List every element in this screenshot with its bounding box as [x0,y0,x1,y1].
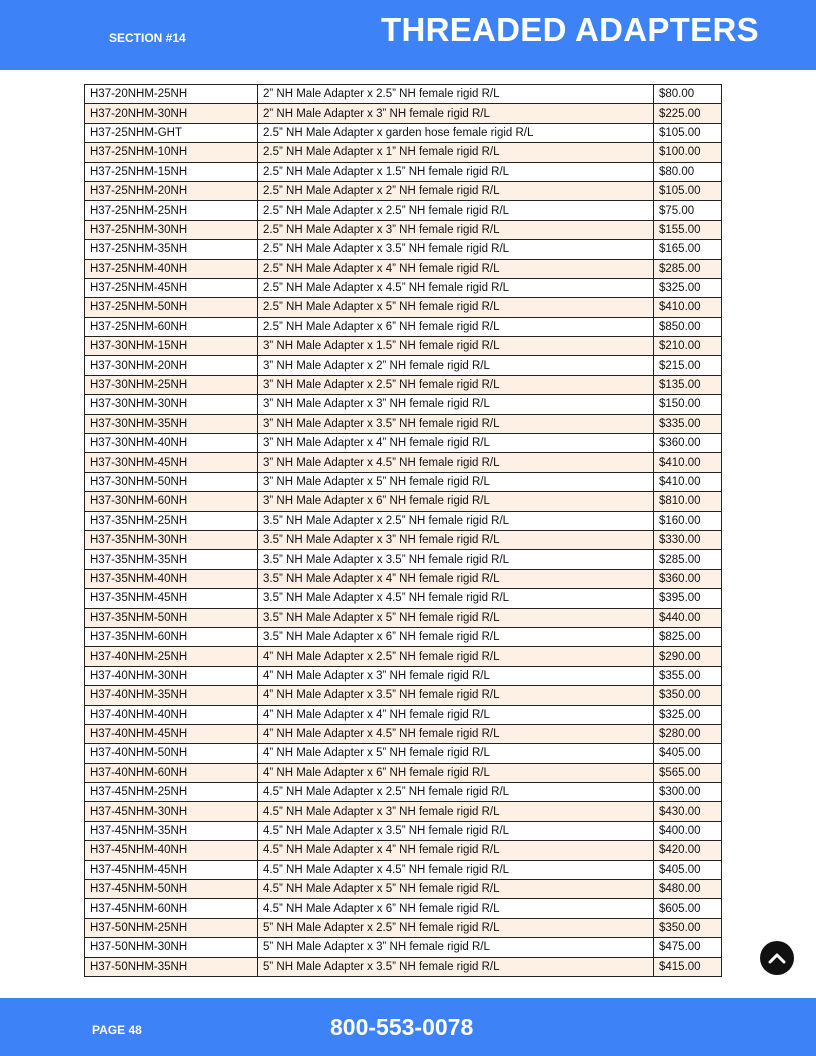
table-row [85,414,722,433]
description-cell: 4” NH Male Adapter x 4” NH female rigid R/L [258,705,654,724]
description-cell: 2.5” NH Male Adapter x 4” NH female rigid R/L [258,259,654,278]
description-cell: 2.5” NH Male Adapter x 3” NH female rigid R/L [258,220,654,239]
price-cell: $565.00 [654,763,722,782]
description-cell: 2.5” NH Male Adapter x 3.5” NH female rigid R/L [258,240,654,259]
price-cell: $105.00 [654,181,722,200]
part-number-cell: H37-45NHM-60NH [85,899,258,918]
table-row [85,259,722,278]
price-cell: $605.00 [654,899,722,918]
description-cell: 2.5” NH Male Adapter x 4.5” NH female rigid R/L [258,278,654,297]
price-cell: $135.00 [654,375,722,394]
description-cell: 3” NH Male Adapter x 2.5” NH female rigid R/L [258,375,654,394]
description-cell: 4” NH Male Adapter x 3” NH female rigid R/L [258,666,654,685]
price-cell: $325.00 [654,278,722,297]
table-row [85,550,722,569]
part-number-cell: H37-40NHM-50NH [85,744,258,763]
part-number-cell: H37-35NHM-30NH [85,530,258,549]
description-cell: 4.5” NH Male Adapter x 4.5” NH female rigid R/L [258,860,654,879]
price-cell: $350.00 [654,686,722,705]
part-number-cell: H37-25NHM-10NH [85,143,258,162]
table-row [85,317,722,336]
price-cell: $285.00 [654,550,722,569]
description-cell: 3” NH Male Adapter x 6” NH female rigid R/L [258,492,654,511]
table-row [85,666,722,685]
description-cell: 3” NH Male Adapter x 1.5” NH female rigid R/L [258,337,654,356]
table-row [85,240,722,259]
description-cell: 2.5” NH Male Adapter x 2.5” NH female rigid R/L [258,201,654,220]
description-cell: 3” NH Male Adapter x 5” NH female rigid R/L [258,472,654,491]
part-number-cell: H37-50NHM-25NH [85,918,258,937]
price-table-body [85,85,722,977]
part-number-cell: H37-35NHM-45NH [85,589,258,608]
table-row [85,608,722,627]
description-cell: 3.5” NH Male Adapter x 5” NH female rigid R/L [258,608,654,627]
price-cell: $300.00 [654,783,722,802]
table-row [85,763,722,782]
part-number-cell: H37-25NHM-20NH [85,181,258,200]
price-cell: $325.00 [654,705,722,724]
table-row [85,104,722,123]
table-row [85,821,722,840]
part-number-cell: H37-40NHM-40NH [85,705,258,724]
table-row [85,783,722,802]
price-cell: $355.00 [654,666,722,685]
description-cell: 3” NH Male Adapter x 3” NH female rigid R/L [258,395,654,414]
table-row [85,530,722,549]
table-row [85,356,722,375]
part-number-cell: H37-30NHM-30NH [85,395,258,414]
description-cell: 5” NH Male Adapter x 3” NH female rigid R/L [258,938,654,957]
table-row [85,375,722,394]
description-cell: 4” NH Male Adapter x 4.5” NH female rigid R/L [258,724,654,743]
price-cell: $360.00 [654,569,722,588]
part-number-cell: H37-30NHM-35NH [85,414,258,433]
page-title: THREADED ADAPTERS [381,11,759,48]
description-cell: 3.5” NH Male Adapter x 3.5” NH female rigid R/L [258,550,654,569]
part-number-cell: H37-30NHM-45NH [85,453,258,472]
description-cell: 4.5” NH Male Adapter x 3.5” NH female rigid R/L [258,821,654,840]
part-number-cell: H37-40NHM-45NH [85,724,258,743]
price-table [84,84,722,977]
description-cell: 3” NH Male Adapter x 4.5” NH female rigid R/L [258,453,654,472]
part-number-cell: H37-30NHM-25NH [85,375,258,394]
price-cell: $405.00 [654,860,722,879]
table-row [85,569,722,588]
description-cell: 4.5” NH Male Adapter x 3” NH female rigid R/L [258,802,654,821]
table-row [85,143,722,162]
description-cell: 3.5” NH Male Adapter x 4” NH female rigid R/L [258,569,654,588]
price-cell: $165.00 [654,240,722,259]
price-cell: $420.00 [654,841,722,860]
price-cell: $440.00 [654,608,722,627]
page-footer [0,998,816,1056]
price-cell: $75.00 [654,201,722,220]
part-number-cell: H37-40NHM-60NH [85,763,258,782]
part-number-cell: H37-20NHM-30NH [85,104,258,123]
price-cell: $395.00 [654,589,722,608]
section-label: SECTION #14 [109,31,186,45]
price-cell: $225.00 [654,104,722,123]
part-number-cell: H37-30NHM-20NH [85,356,258,375]
price-cell: $280.00 [654,724,722,743]
part-number-cell: H37-30NHM-50NH [85,472,258,491]
description-cell: 2.5” NH Male Adapter x 6” NH female rigid R/L [258,317,654,336]
table-row [85,589,722,608]
table-row [85,181,722,200]
price-cell: $825.00 [654,627,722,646]
price-cell: $80.00 [654,85,722,104]
part-number-cell: H37-40NHM-30NH [85,666,258,685]
price-cell: $335.00 [654,414,722,433]
table-row [85,395,722,414]
part-number-cell: H37-45NHM-50NH [85,880,258,899]
price-cell: $430.00 [654,802,722,821]
table-row [85,201,722,220]
part-number-cell: H37-35NHM-60NH [85,627,258,646]
part-number-cell: H37-35NHM-40NH [85,569,258,588]
table-row [85,278,722,297]
price-cell: $475.00 [654,938,722,957]
part-number-cell: H37-45NHM-35NH [85,821,258,840]
price-cell: $850.00 [654,317,722,336]
price-cell: $405.00 [654,744,722,763]
description-cell: 4.5” NH Male Adapter x 6” NH female rigid R/L [258,899,654,918]
part-number-cell: H37-25NHM-30NH [85,220,258,239]
part-number-cell: H37-25NHM-40NH [85,259,258,278]
part-number-cell: H37-30NHM-15NH [85,337,258,356]
part-number-cell: H37-50NHM-35NH [85,957,258,976]
table-row [85,627,722,646]
page-header [0,0,816,70]
price-cell: $210.00 [654,337,722,356]
table-row [85,647,722,666]
price-cell: $415.00 [654,957,722,976]
description-cell: 2.5” NH Male Adapter x garden hose female rigid R/L [258,123,654,142]
price-cell: $410.00 [654,453,722,472]
price-cell: $290.00 [654,647,722,666]
table-row [85,434,722,453]
price-cell: $215.00 [654,356,722,375]
part-number-cell: H37-45NHM-40NH [85,841,258,860]
description-cell: 4.5” NH Male Adapter x 2.5” NH female rigid R/L [258,783,654,802]
table-row [85,802,722,821]
table-row [85,85,722,104]
table-row [85,938,722,957]
table-row [85,957,722,976]
description-cell: 3.5” NH Male Adapter x 2.5” NH female rigid R/L [258,511,654,530]
part-number-cell: H37-25NHM-60NH [85,317,258,336]
part-number-cell: H37-30NHM-60NH [85,492,258,511]
price-cell: $100.00 [654,143,722,162]
part-number-cell: H37-45NHM-45NH [85,860,258,879]
description-cell: 4” NH Male Adapter x 3.5” NH female rigid R/L [258,686,654,705]
table-row [85,492,722,511]
price-cell: $410.00 [654,298,722,317]
description-cell: 2.5” NH Male Adapter x 5” NH female rigid R/L [258,298,654,317]
table-row [85,453,722,472]
price-cell: $105.00 [654,123,722,142]
description-cell: 2.5” NH Male Adapter x 1.5” NH female rigid R/L [258,162,654,181]
table-row [85,744,722,763]
price-cell: $400.00 [654,821,722,840]
description-cell: 3” NH Male Adapter x 2” NH female rigid R/L [258,356,654,375]
table-row [85,918,722,937]
description-cell: 3” NH Male Adapter x 4” NH female rigid R/L [258,434,654,453]
part-number-cell: H37-25NHM-GHT [85,123,258,142]
price-cell: $150.00 [654,395,722,414]
table-row [85,511,722,530]
part-number-cell: H37-25NHM-25NH [85,201,258,220]
part-number-cell: H37-25NHM-35NH [85,240,258,259]
price-cell: $360.00 [654,434,722,453]
price-cell: $480.00 [654,880,722,899]
price-cell: $155.00 [654,220,722,239]
table-row [85,162,722,181]
description-cell: 4.5” NH Male Adapter x 4” NH female rigid R/L [258,841,654,860]
price-cell: $350.00 [654,918,722,937]
table-row [85,472,722,491]
table-row [85,899,722,918]
part-number-cell: H37-20NHM-25NH [85,85,258,104]
table-row [85,724,722,743]
description-cell: 3.5” NH Male Adapter x 6” NH female rigid R/L [258,627,654,646]
part-number-cell: H37-50NHM-30NH [85,938,258,957]
part-number-cell: H37-25NHM-45NH [85,278,258,297]
description-cell: 3.5” NH Male Adapter x 4.5” NH female rigid R/L [258,589,654,608]
description-cell: 2” NH Male Adapter x 3” NH female rigid R/L [258,104,654,123]
part-number-cell: H37-35NHM-35NH [85,550,258,569]
price-cell: $80.00 [654,162,722,181]
table-row [85,220,722,239]
part-number-cell: H37-40NHM-25NH [85,647,258,666]
price-cell: $160.00 [654,511,722,530]
page-number: PAGE 48 [92,1023,142,1037]
description-cell: 2.5” NH Male Adapter x 1” NH female rigid R/L [258,143,654,162]
price-cell: $285.00 [654,259,722,278]
part-number-cell: H37-25NHM-15NH [85,162,258,181]
table-row [85,123,722,142]
part-number-cell: H37-25NHM-50NH [85,298,258,317]
description-cell: 3.5” NH Male Adapter x 3” NH female rigid R/L [258,530,654,549]
description-cell: 4.5” NH Male Adapter x 5” NH female rigid R/L [258,880,654,899]
description-cell: 2” NH Male Adapter x 2.5” NH female rigid R/L [258,85,654,104]
table-row [85,298,722,317]
description-cell: 3” NH Male Adapter x 3.5” NH female rigid R/L [258,414,654,433]
description-cell: 5” NH Male Adapter x 2.5” NH female rigid R/L [258,918,654,937]
price-cell: $330.00 [654,530,722,549]
description-cell: 4” NH Male Adapter x 2.5” NH female rigid R/L [258,647,654,666]
table-row [85,860,722,879]
table-row [85,686,722,705]
description-cell: 2.5” NH Male Adapter x 2” NH female rigid R/L [258,181,654,200]
part-number-cell: H37-45NHM-25NH [85,783,258,802]
table-row [85,337,722,356]
part-number-cell: H37-35NHM-25NH [85,511,258,530]
table-row [85,880,722,899]
phone-number: 800-553-0078 [330,1014,474,1040]
chevron-up-icon [768,952,786,964]
part-number-cell: H37-40NHM-35NH [85,686,258,705]
description-cell: 4” NH Male Adapter x 5” NH female rigid R/L [258,744,654,763]
price-cell: $810.00 [654,492,722,511]
price-cell: $410.00 [654,472,722,491]
scroll-to-top-button[interactable] [760,941,794,975]
table-row [85,841,722,860]
table-row [85,705,722,724]
part-number-cell: H37-35NHM-50NH [85,608,258,627]
description-cell: 5” NH Male Adapter x 3.5” NH female rigid R/L [258,957,654,976]
part-number-cell: H37-30NHM-40NH [85,434,258,453]
description-cell: 4” NH Male Adapter x 6” NH female rigid R/L [258,763,654,782]
part-number-cell: H37-45NHM-30NH [85,802,258,821]
